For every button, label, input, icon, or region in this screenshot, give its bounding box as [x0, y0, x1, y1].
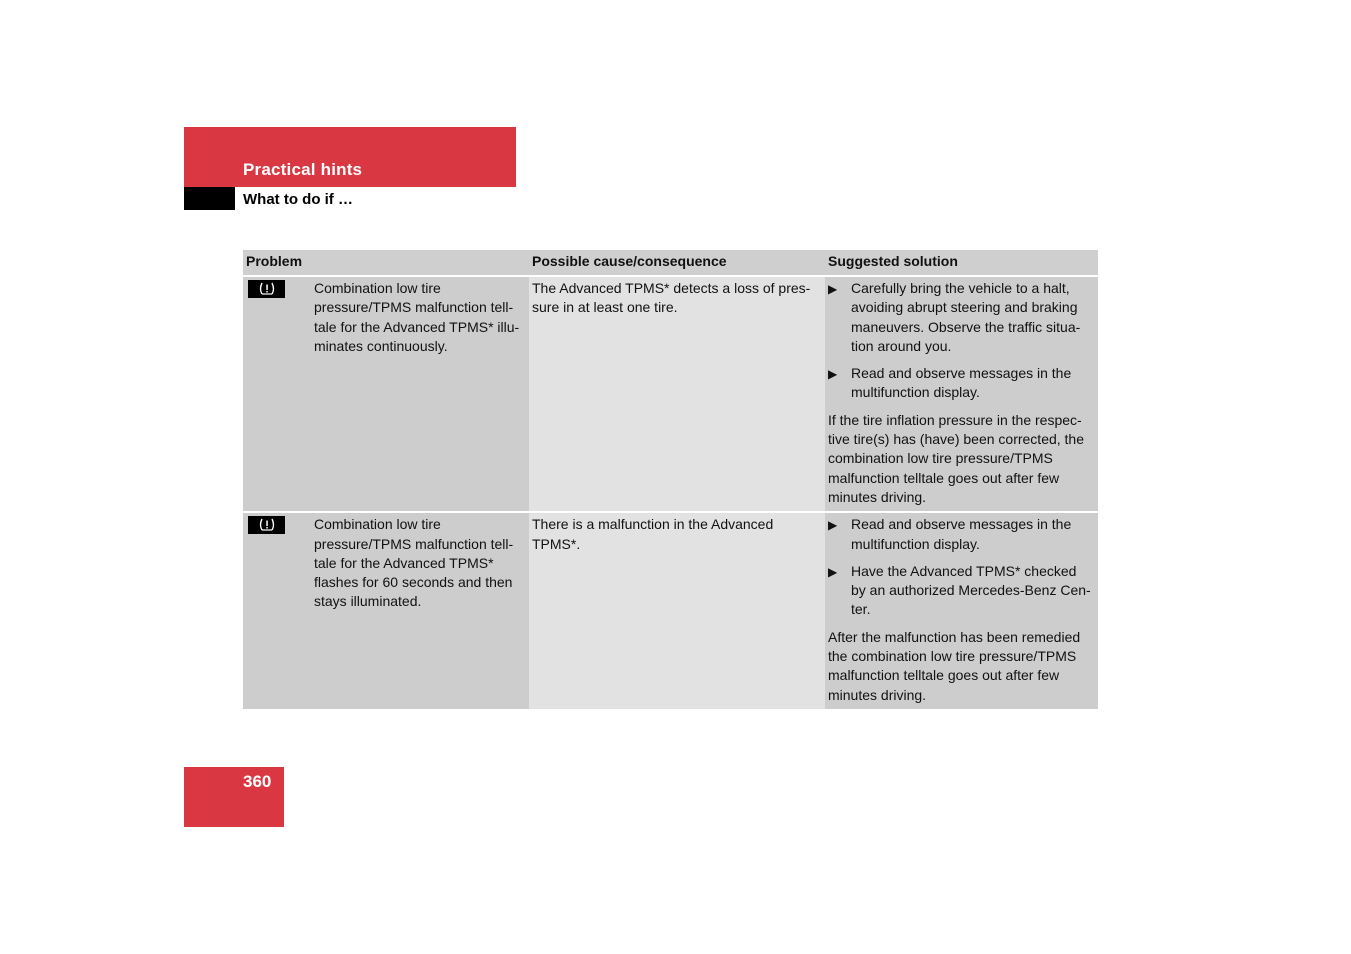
solution-step — [828, 515, 1095, 554]
table-header-row — [243, 250, 1098, 276]
cause-cell: The Advanced TPMS* detects a loss of pres-sure in at least one tire. — [529, 276, 825, 512]
bullet-arrow-icon: ▶ — [828, 282, 838, 296]
solution-step — [828, 279, 1095, 356]
problem-text: Combination low tire pressure/TPMS malfunction tell-tale for the Advanced TPMS* illu-minates continuously. — [314, 280, 520, 354]
bullet-arrow-icon: ▶ — [828, 367, 838, 382]
table-row — [243, 276, 1098, 512]
subsection-title: What to do if … — [243, 191, 353, 208]
subsection-marker — [184, 187, 235, 210]
solution-cell — [825, 512, 1098, 709]
solution-step-text: Have the Advanced TPMS* checked by an authorized Mercedes-Benz Cen-ter. — [851, 562, 1091, 618]
solution-step — [828, 364, 1095, 403]
solution-step-text: Read and observe messages in the multifunction display. — [851, 365, 1072, 401]
tpms-warning-icon — [248, 280, 285, 298]
solution-step — [828, 562, 1095, 620]
column-header-problem: Problem — [243, 250, 529, 276]
solution-step-text: Read and observe messages in the multifunction display. — [851, 516, 1072, 552]
bullet-arrow-icon: ▶ — [828, 518, 838, 533]
solution-step-text: Carefully bring the vehicle to a halt, avoiding abrupt steering and braking maneuvers. Observe the traffic situa-tion around you. — [851, 280, 1081, 354]
section-title: Practical hints — [243, 160, 363, 179]
problem-cell — [243, 276, 529, 512]
solution-note: If the tire inflation pressure in the respec-tive tire(s) has (have) been corrected, the combination low tire pressure/TPMS malfunction telltale goes out after few minutes driving. — [828, 411, 1085, 505]
troubleshooting-table — [243, 250, 1098, 709]
column-header-solution: Suggested solution — [825, 250, 1098, 276]
column-header-cause: Possible cause/consequence — [529, 250, 825, 276]
problem-text: Combination low tire pressure/TPMS malfunction tell-tale for the Advanced TPMS* flashes for 60 seconds and then stays illuminated. — [314, 516, 514, 610]
bullet-arrow-icon: ▶ — [828, 564, 838, 579]
table-row — [243, 512, 1098, 709]
tpms-warning-icon — [248, 516, 285, 534]
page-number: 360 — [243, 772, 272, 791]
solution-note: After the malfunction has been remedied the combination low tire pressure/TPMS malfunction telltale goes out after few minutes driving. — [828, 628, 1081, 703]
cause-cell: There is a malfunction in the Advanced TPMS*. — [529, 512, 825, 709]
solution-cell — [825, 276, 1098, 512]
problem-cell — [243, 512, 529, 709]
